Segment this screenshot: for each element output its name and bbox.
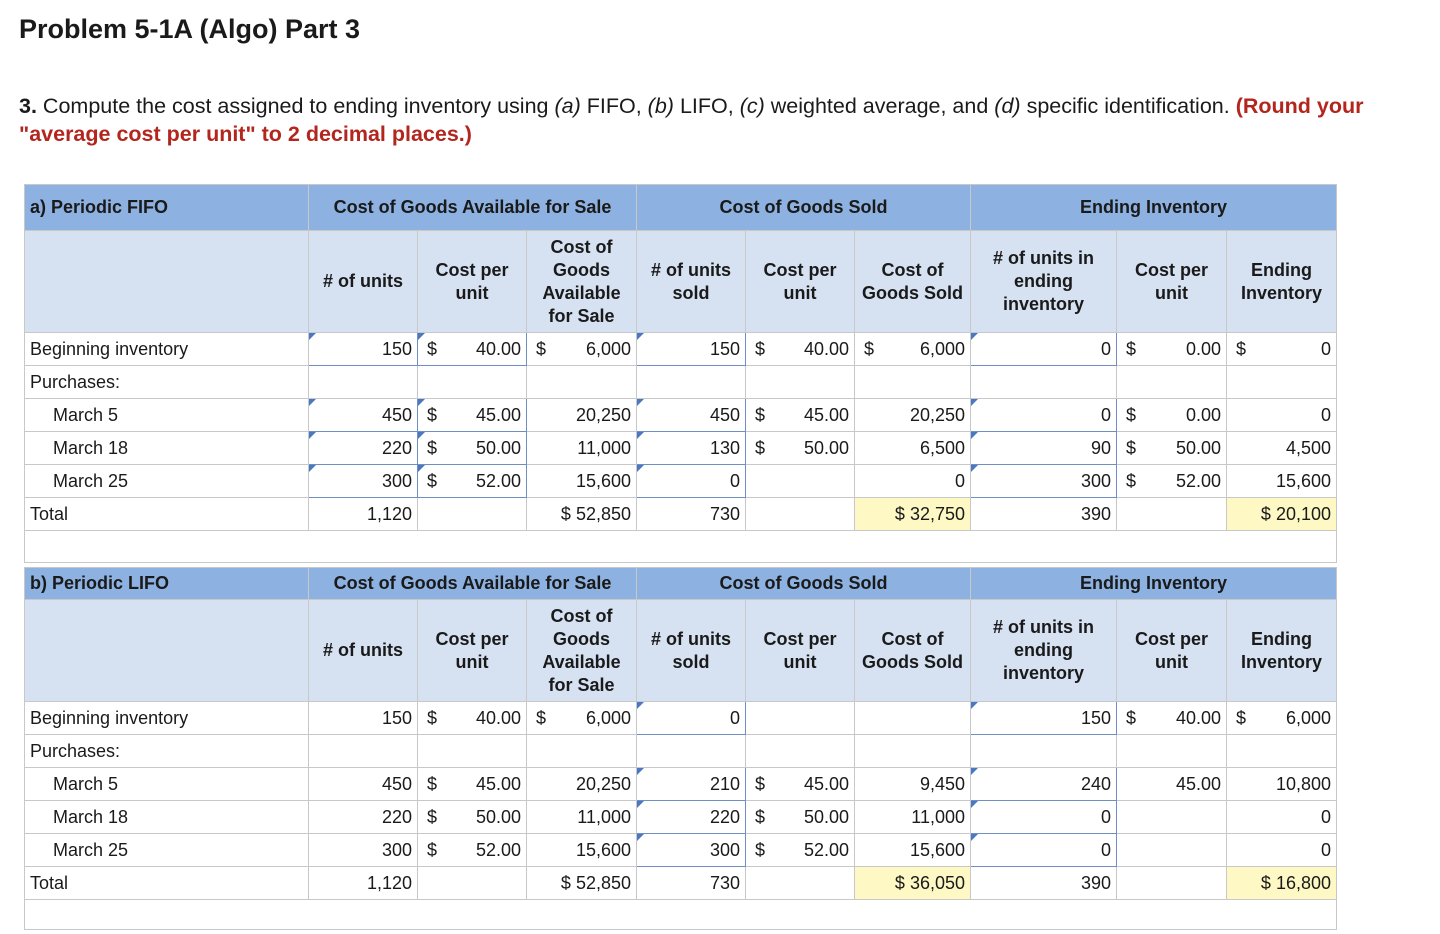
lifo-m18-end-units-input[interactable]: 0 bbox=[971, 801, 1117, 834]
lifo-m5-sold-input[interactable]: 210 bbox=[637, 768, 746, 801]
instructions bbox=[19, 92, 1424, 148]
fifo-m25-end-inv: 15,600 bbox=[1227, 465, 1337, 498]
fifo-hdr-blank bbox=[25, 231, 309, 333]
rounding-note: (Round your "average cost per unit" to 2 decimal places.) bbox=[19, 94, 1364, 146]
lifo-m18-sold-input[interactable]: 220 bbox=[637, 801, 746, 834]
lifo-spacer bbox=[25, 900, 1337, 930]
fifo-row-march25 bbox=[25, 465, 1337, 498]
row-label: March 5 bbox=[25, 399, 309, 432]
row-label: Total bbox=[25, 498, 309, 531]
fifo-total-cogs: $ 32,750 bbox=[855, 498, 971, 531]
fifo-hdr-units: # of units bbox=[309, 231, 418, 333]
question-number: 3. bbox=[19, 94, 37, 118]
lifo-m18-cogas: 11,000 bbox=[527, 801, 637, 834]
lifo-m5-cogas: 20,250 bbox=[527, 768, 637, 801]
fifo-m18-end-inv: 4,500 bbox=[1227, 432, 1337, 465]
fifo-hdr-units-ending: # of units in ending inventory bbox=[971, 231, 1117, 333]
instr-b: (b) bbox=[647, 94, 674, 118]
fifo-m5-units-input[interactable]: 450 bbox=[309, 399, 418, 432]
lifo-total-units: 1,120 bbox=[309, 867, 418, 900]
fifo-ending-group: Ending Inventory bbox=[971, 185, 1337, 231]
lifo-beg-units: 150 bbox=[309, 702, 418, 735]
fifo-m5-cogas: 20,250 bbox=[527, 399, 637, 432]
fifo-section-header bbox=[25, 185, 1337, 231]
lifo-m25-end-cpu bbox=[1117, 834, 1227, 867]
fifo-beg-cogs: $ 6,000 bbox=[855, 333, 971, 366]
fifo-cogas-group: Cost of Goods Available for Sale bbox=[309, 185, 637, 231]
row-label: Purchases: bbox=[25, 735, 309, 768]
lifo-hdr-end-cpu: Cost per unit bbox=[1117, 600, 1227, 702]
fifo-row-beginning bbox=[25, 333, 1337, 366]
fifo-m18-end-cpu: $ 50.00 bbox=[1117, 432, 1227, 465]
lifo-table bbox=[24, 567, 1337, 930]
lifo-m25-cogas: 15,600 bbox=[527, 834, 637, 867]
lifo-m5-end-cpu: 45.00 bbox=[1117, 768, 1227, 801]
row-label: March 25 bbox=[25, 465, 309, 498]
lifo-hdr-units-sold: # of units sold bbox=[637, 600, 746, 702]
lifo-beg-sold-input[interactable]: 0 bbox=[637, 702, 746, 735]
fifo-m18-cogas: 11,000 bbox=[527, 432, 637, 465]
lifo-hdr-blank bbox=[25, 600, 309, 702]
lifo-total-end-units: 390 bbox=[971, 867, 1117, 900]
lifo-column-headers bbox=[25, 600, 1337, 702]
instr-c: (c) bbox=[739, 94, 765, 118]
fifo-m18-units-input[interactable]: 220 bbox=[309, 432, 418, 465]
lifo-m5-sold-cpu: $ 45.00 bbox=[746, 768, 855, 801]
fifo-m5-cpu-input[interactable]: $ 45.00 bbox=[418, 399, 527, 432]
fifo-m18-sold-input[interactable]: 130 bbox=[637, 432, 746, 465]
fifo-beg-end-cpu: $ 0.00 bbox=[1117, 333, 1227, 366]
lifo-m5-cpu: $ 45.00 bbox=[418, 768, 527, 801]
fifo-total-end-inv: $ 20,100 bbox=[1227, 498, 1337, 531]
lifo-m18-cpu: $ 50.00 bbox=[418, 801, 527, 834]
lifo-m25-units: 300 bbox=[309, 834, 418, 867]
lifo-cogs-group: Cost of Goods Sold bbox=[637, 568, 971, 600]
fifo-hdr-sold-cpu: Cost per unit bbox=[746, 231, 855, 333]
lifo-total-end-inv: $ 16,800 bbox=[1227, 867, 1337, 900]
lifo-beg-end-units-input[interactable]: 150 bbox=[971, 702, 1117, 735]
row-label: March 5 bbox=[25, 768, 309, 801]
fifo-beg-end-units-input[interactable]: 0 bbox=[971, 333, 1117, 366]
lifo-beg-cogs bbox=[855, 702, 971, 735]
row-label: Total bbox=[25, 867, 309, 900]
fifo-m5-cogs: 20,250 bbox=[855, 399, 971, 432]
fifo-total-sold: 730 bbox=[637, 498, 746, 531]
lifo-total-cogas: $ 52,850 bbox=[527, 867, 637, 900]
row-label: March 18 bbox=[25, 432, 309, 465]
lifo-m18-sold-cpu: $ 50.00 bbox=[746, 801, 855, 834]
fifo-total-units: 1,120 bbox=[309, 498, 418, 531]
instr-text-1: Compute the cost assigned to ending inventory using bbox=[42, 94, 549, 118]
lifo-hdr-cogs: Cost of Goods Sold bbox=[855, 600, 971, 702]
row-label: Purchases: bbox=[25, 366, 309, 399]
lifo-m18-cogs: 11,000 bbox=[855, 801, 971, 834]
lifo-hdr-cogas: Cost of Goods Available for Sale bbox=[527, 600, 637, 702]
row-label: Beginning inventory bbox=[25, 333, 309, 366]
fifo-m5-end-inv: 0 bbox=[1227, 399, 1337, 432]
lifo-row-march25 bbox=[25, 834, 1337, 867]
lifo-m25-end-units-input[interactable]: 0 bbox=[971, 834, 1117, 867]
fifo-m25-sold-input[interactable]: 0 bbox=[637, 465, 746, 498]
fifo-m18-cpu-input[interactable]: $ 50.00 bbox=[418, 432, 527, 465]
fifo-hdr-units-sold: # of units sold bbox=[637, 231, 746, 333]
lifo-row-purchases bbox=[25, 735, 1337, 768]
lifo-m5-end-units-input[interactable]: 240 bbox=[971, 768, 1117, 801]
lifo-beg-cogas: $ 6,000 bbox=[527, 702, 637, 735]
fifo-m25-cogs: 0 bbox=[855, 465, 971, 498]
fifo-spacer bbox=[25, 531, 1337, 563]
fifo-m25-units-input[interactable]: 300 bbox=[309, 465, 418, 498]
lifo-m5-end-inv: 10,800 bbox=[1227, 768, 1337, 801]
lifo-beg-end-cpu: $ 40.00 bbox=[1117, 702, 1227, 735]
fifo-total-end-units: 390 bbox=[971, 498, 1117, 531]
lifo-m18-end-cpu bbox=[1117, 801, 1227, 834]
instr-text-4: weighted average, and bbox=[770, 94, 989, 118]
lifo-m5-cogs: 9,450 bbox=[855, 768, 971, 801]
fifo-m18-cogs: 6,500 bbox=[855, 432, 971, 465]
fifo-row-purchases bbox=[25, 366, 1337, 399]
row-label: Beginning inventory bbox=[25, 702, 309, 735]
fifo-beg-cpu-input[interactable]: $ 40.00 bbox=[418, 333, 527, 366]
lifo-m25-end-inv: 0 bbox=[1227, 834, 1337, 867]
instr-text-5: specific identification. bbox=[1026, 94, 1230, 118]
fifo-hdr-end-inv: Ending Inventory bbox=[1227, 231, 1337, 333]
fifo-m25-cogas: 15,600 bbox=[527, 465, 637, 498]
fifo-m5-end-units-input[interactable]: 0 bbox=[971, 399, 1117, 432]
fifo-m25-end-cpu: $ 52.00 bbox=[1117, 465, 1227, 498]
fifo-total-cogas: $ 52,850 bbox=[527, 498, 637, 531]
fifo-section-title: a) Periodic FIFO bbox=[25, 185, 309, 231]
fifo-row-march18 bbox=[25, 432, 1337, 465]
lifo-m5-units: 450 bbox=[309, 768, 418, 801]
fifo-row-total bbox=[25, 498, 1337, 531]
lifo-beg-cpu: $ 40.00 bbox=[418, 702, 527, 735]
fifo-m5-sold-cpu: $ 45.00 bbox=[746, 399, 855, 432]
fifo-cogs-group: Cost of Goods Sold bbox=[637, 185, 971, 231]
instr-d: (d) bbox=[994, 94, 1021, 118]
fifo-hdr-cogs: Cost of Goods Sold bbox=[855, 231, 971, 333]
fifo-m18-end-units-input[interactable]: 90 bbox=[971, 432, 1117, 465]
fifo-beg-sold-input[interactable]: 150 bbox=[637, 333, 746, 366]
fifo-row-march5 bbox=[25, 399, 1337, 432]
lifo-row-total bbox=[25, 867, 1337, 900]
fifo-m5-sold-input[interactable]: 450 bbox=[637, 399, 746, 432]
lifo-m25-sold-input[interactable]: 300 bbox=[637, 834, 746, 867]
instr-text-3: LIFO, bbox=[679, 94, 734, 118]
fifo-m25-cpu-input[interactable]: $ 52.00 bbox=[418, 465, 527, 498]
lifo-section-title: b) Periodic LIFO bbox=[25, 568, 309, 600]
row-label: March 25 bbox=[25, 834, 309, 867]
fifo-beg-units-input[interactable]: 150 bbox=[309, 333, 418, 366]
lifo-m25-cpu: $ 52.00 bbox=[418, 834, 527, 867]
lifo-hdr-end-inv: Ending Inventory bbox=[1227, 600, 1337, 702]
lifo-m18-end-inv: 0 bbox=[1227, 801, 1337, 834]
instr-a: (a) bbox=[554, 94, 581, 118]
lifo-row-march5 bbox=[25, 768, 1337, 801]
fifo-hdr-end-cpu: Cost per unit bbox=[1117, 231, 1227, 333]
fifo-column-headers bbox=[25, 231, 1337, 333]
fifo-m18-sold-cpu: $ 50.00 bbox=[746, 432, 855, 465]
lifo-total-cogs: $ 36,050 bbox=[855, 867, 971, 900]
fifo-beg-end-inv: $ 0 bbox=[1227, 333, 1337, 366]
lifo-cogas-group: Cost of Goods Available for Sale bbox=[309, 568, 637, 600]
fifo-m5-end-cpu: $ 0.00 bbox=[1117, 399, 1227, 432]
fifo-hdr-cogas: Cost of Goods Available for Sale bbox=[527, 231, 637, 333]
instr-text-2: FIFO, bbox=[586, 94, 642, 118]
page-title: Problem 5-1A (Algo) Part 3 bbox=[19, 14, 361, 44]
fifo-m25-end-units-input[interactable]: 300 bbox=[971, 465, 1117, 498]
lifo-hdr-sold-cpu: Cost per unit bbox=[746, 600, 855, 702]
lifo-beg-end-inv: $ 6,000 bbox=[1227, 702, 1337, 735]
fifo-m25-sold-cpu bbox=[746, 465, 855, 498]
fifo-beg-sold-cpu: $ 40.00 bbox=[746, 333, 855, 366]
row-label: March 18 bbox=[25, 801, 309, 834]
lifo-hdr-cpu: Cost per unit bbox=[418, 600, 527, 702]
lifo-m25-sold-cpu: $ 52.00 bbox=[746, 834, 855, 867]
fifo-beg-cogas: $ 6,000 bbox=[527, 333, 637, 366]
fifo-table bbox=[24, 184, 1337, 563]
lifo-total-sold: 730 bbox=[637, 867, 746, 900]
lifo-m25-cogs: 15,600 bbox=[855, 834, 971, 867]
lifo-m18-units: 220 bbox=[309, 801, 418, 834]
lifo-row-march18 bbox=[25, 801, 1337, 834]
lifo-hdr-units-ending: # of units in ending inventory bbox=[971, 600, 1117, 702]
lifo-ending-group: Ending Inventory bbox=[971, 568, 1337, 600]
lifo-beg-sold-cpu bbox=[746, 702, 855, 735]
fifo-hdr-cpu: Cost per unit bbox=[418, 231, 527, 333]
lifo-section-header bbox=[25, 568, 1337, 600]
lifo-row-beginning bbox=[25, 702, 1337, 735]
lifo-hdr-units: # of units bbox=[309, 600, 418, 702]
